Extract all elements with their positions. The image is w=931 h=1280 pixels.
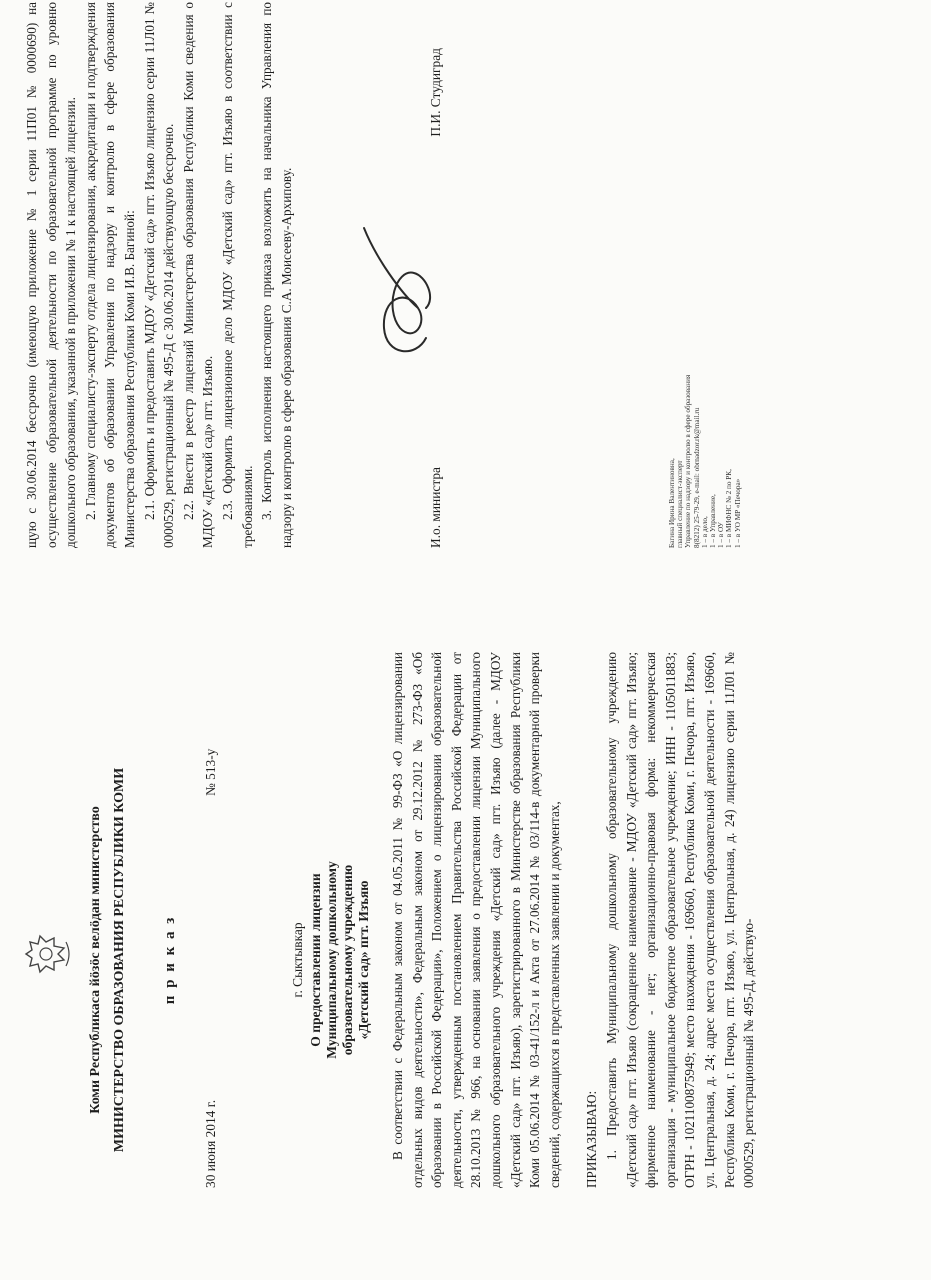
subject-line: Муниципальному дошкольному [324, 861, 339, 1059]
distribution-line: 1 – в Управление, [709, 494, 718, 548]
signer-title: И.о. министра [428, 467, 443, 548]
subject-line: О предоставлении лицензии [308, 873, 323, 1047]
ministry-name-russian: МИНИСТЕРСТВО ОБРАЗОВАНИЯ РЕСПУБЛИКИ КОМИ [112, 767, 127, 1153]
document-date: 30 июня 2014 г. [203, 1099, 218, 1188]
preamble-paragraph: В соответствии с Федеральным законом от 04.05.2011 № 99-ФЗ «О лицензировании отдельных видов деятельности», Федеральным законом от 29.12.2012 № 273-ФЗ «Об образовании в Российской Федерации», Положением о лицензировании образовательной деятельности, утвержденным постановлением Правительства Российской Федерации от 28.10.2013 № 966, на основании заявления о предоставлении лицензии Муниципального дошкольного образовательного учреждения «Детский сад» пгт. Изъяю (далее - МДОУ «Детский сад» пгт. Изъяю), зарегистрированного в Министерстве образования Республики Коми 05.06.2014 № 03-41/152-л и Акта от 27.06.2014 № 03/114-в документарной проверки сведений, содержащихся в представленных заявлении и документах, [390, 652, 562, 1188]
handwritten-signature [356, 218, 466, 368]
distribution-line: Управление по надзору и контролю в сфере образования [684, 374, 693, 548]
order-item-2-3: 2.3. Оформить лицензионное дело МДОУ «Детский сад» пгт. Изъяю в соответствии с требованиями. [219, 2, 255, 548]
order-item-3: 3. Контроль исполнения настоящего приказа возложить на начальника Управления по надзору и контролю в сфере образования С.А. Моисееву-Архипову. [259, 2, 294, 548]
document-number: № 513-у [203, 748, 218, 796]
subject-line: образовательному учреждению [340, 864, 355, 1056]
distribution-list [668, 375, 742, 548]
order-item-1-continued: щую с 30.06.2014 бессрочно (имеющую приложение № 1 серии 11П01 № 0000690) на осуществление образовательной деятельности по образовательной программе по уровню дошкольного образования, указанной в приложении № 1 к настоящей лицензии. [24, 2, 79, 548]
distribution-line: главный специалист-эксперт [676, 460, 685, 548]
order-item-2: 2. Главному специалисту-эксперту отдела лицензирования, аккредитации и подтверждения документов об образовании Управления по надзору и контролю в сфере образования Министерства образования Республики Коми И.В. Багиной: [82, 2, 137, 548]
left-page-body [388, 652, 759, 1188]
order-item-1: 1. Предоставить Муниципальному дошкольному образовательному учреждению «Детский сад» пгт. Изъяю (сокращенное наименование - МДОУ «Детский сад» пгт. Изъяю; фирменное наименование - нет; организационно-правовая форма: некоммерческая организация - муниципальное бюджетное образовательное учреждение; ИНН - 1105011883; ОГРН - 1021100875949; место нахождения - 169660, Республика Коми, г. Печора, пгт. Изъяю, ул. Центральная, д. 24; адрес места осуществления образовательной деятельности - 169660, Республика Коми, г. Печора, пгт. Изъяю, ул. Центральная, д. 24) лицензию серии 11Л01 № 0000529, регистрационный № 495-Д, действую- [603, 652, 757, 1188]
right-page-body [22, 2, 296, 548]
left-page [0, 640, 931, 1280]
document-type-heading: п р и к а з [162, 915, 178, 1005]
ministry-name-komi: Коми Республикаса йӧзӧс велӧдан министерство [88, 806, 103, 1114]
order-subject [308, 640, 372, 1280]
order-word: ПРИКАЗЫВАЮ: [584, 1090, 600, 1188]
order-item-2-1: 2.1. Оформить и предоставить МДОУ «Детский сад» пгт. Изъяю лицензию серии 11Л01 № 0000529, регистрационный № 495-Д с 30.06.2014 действующую бессрочно. [141, 2, 177, 548]
distribution-line: 1 – в дело, [700, 516, 709, 548]
city-of-issue: г. Сыктывкар [290, 922, 305, 998]
order-item-2-2: 2.2. Внести в реестр лицензий Министерства образования Республики Коми сведения о МДОУ «Детский сад» пгт. Изъяю. [180, 2, 216, 548]
distribution-line: 1 – в ОУ [717, 522, 726, 548]
distribution-line: 1 – в УО МР «Печора» [733, 478, 742, 548]
distribution-line: 1 – в МИФНС № 2 по РК, [725, 469, 734, 548]
subject-line: «Детский сад» пгт. Изъяю [356, 880, 371, 1040]
distribution-line: 8(8212) 25-79-29, e-mail: obrnadzor.rk@mail.ru [692, 407, 701, 548]
distribution-line: Багина Ирина Валентиновна, [668, 458, 676, 548]
coat-of-arms-icon [22, 928, 74, 980]
signer-name: П.И. Студиград [428, 48, 443, 137]
